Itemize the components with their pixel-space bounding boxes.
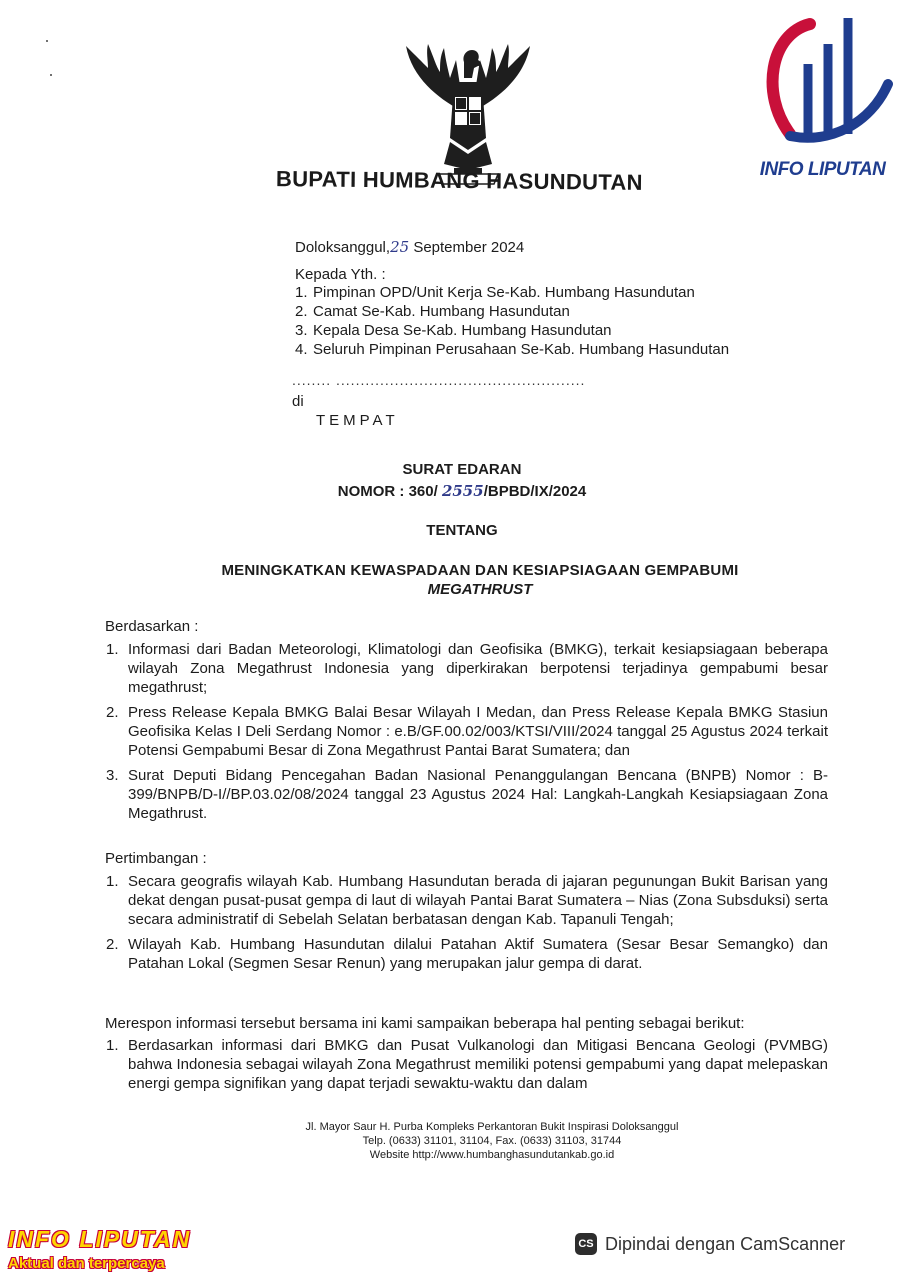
handwritten-number: 2555 (441, 482, 484, 500)
footer-address: Jl. Mayor Saur H. Purba Kompleks Perkantoran Bukit Inspirasi Doloksanggul (305, 1121, 679, 1133)
list-item: 1. Pimpinan OPD/Unit Kerja Se-Kab. Humbang Hasundutan (295, 284, 695, 301)
pertimbangan-list (106, 872, 828, 973)
scan-speck (50, 74, 52, 76)
camscanner-stamp (575, 1233, 845, 1255)
di-label: di (292, 393, 304, 410)
list-item: 2. Wilayah Kab. Humbang Hasundutan dilalui Patahan Aktif Sumatera (Sesar Besar Semangko) dan Patahan Lokal (Segmen Sesar Renun) yang merupakan jalur gempa di darat. (106, 936, 828, 972)
list-item: 2. Press Release Kepala BMKG Balai Besar Wilayah I Medan, dan Press Release Kepala BMKG Stasiun Geofisika Kelas I Deli Serdang Nomor : e.B/GF.00.02/003/KTSI/VIII/2024 tanggal 25 Agustus 2024 terkait Potensi Gempabumi Besar di Zona Megathrust Pantai Barat Sumatera; dan (106, 704, 828, 759)
dotted-line: ........ ................................................... (292, 372, 586, 388)
list-item: 1. Berdasarkan informasi dari BMKG dan Pusat Vulkanologi dan Mitigasi Bencana Geologi (PVMBG) bahwa Indonesia sebagai wilayah Zona Megathrust memiliki potensi gempabumi yang dapat melepaskan energi gempa signifikan yang dapat terjadi sewaktu-waktu dan dalam (106, 1037, 828, 1092)
camscanner-icon: CS (575, 1233, 597, 1255)
garuda-emblem-icon (398, 38, 538, 188)
berdasarkan-label: Berdasarkan : (105, 618, 199, 635)
berdasarkan-list (106, 640, 828, 823)
merespon-label: Merespon informasi tersebut bersama ini kami sampaikan beberapa hal penting sebagai berikut: (105, 1015, 745, 1032)
footer-website: Website http://www.humbanghasundutankab.go.id (369, 1149, 615, 1161)
scan-speck (46, 40, 48, 42)
footer-phone: Telp. (0633) 31101, 31104, Fax. (0633) 31103, 31744 (362, 1135, 622, 1147)
brand-logo-label: INFO LIPUTAN (759, 159, 886, 180)
handwritten-day: 25 (390, 238, 410, 256)
place: Doloksanggul, (295, 239, 391, 256)
tempat-label: TEMPAT (316, 412, 399, 429)
info-liputan-logo (750, 4, 895, 180)
watermark-tagline: Aktual dan terpercaya (8, 1255, 165, 1272)
circular-number: NOMOR : 360/ 2555/BPBD/IX/2024 (337, 482, 587, 500)
place-date (295, 238, 524, 256)
circular-title: SURAT EDARAN (402, 461, 522, 478)
info-liputan-logo-icon (750, 4, 895, 154)
subject-line-1: MENINGKATKAN KEWASPADAAN DAN KESIAPSIAGAAN GEMPABUMI (221, 562, 739, 579)
list-item: 1. Informasi dari Badan Meteorologi, Klimatologi dan Geofisika (BMKG), terkait kesiapsiagaan beberapa wilayah Zona Megathrust Indonesia yang diperkirakan berpotensi terjadinya gempabumi besar megathrust; (106, 641, 828, 696)
list-item: 2. Camat Se-Kab. Humbang Hasundutan (295, 303, 570, 320)
recipient-list (295, 283, 729, 359)
list-item: 3. Surat Deputi Bidang Pencegahan Badan Nasional Penanggulangan Bencana (BNPB) Nomor : B-399/BNPB/D-I//BP.03.02/08/2024 tanggal 23 Agustus 2024 Hal: Langkah-Langkah Kesiapsiagaan Zona Megathrust. (106, 767, 828, 822)
list-item: 4. Seluruh Pimpinan Perusahaan Se-Kab. Humbang Hasundutan (295, 341, 730, 358)
recipient-label: Kepada Yth. : (295, 266, 386, 283)
camscanner-text: Dipindai dengan CamScanner (605, 1233, 846, 1254)
watermark-title: INFO LIPUTAN (8, 1226, 192, 1252)
tentang-heading: TENTANG (426, 522, 498, 539)
letter-footer (0, 1120, 904, 1162)
list-item: 3. Kepala Desa Se-Kab. Humbang Hasundutan (295, 322, 612, 339)
pertimbangan-label: Pertimbangan : (105, 850, 207, 867)
date-rest: September 2024 (409, 239, 525, 256)
merespon-list (106, 1036, 828, 1093)
letterhead-title: BUPATI HUMBANG HASUNDUTAN (275, 166, 643, 195)
list-item: 1. Secara geografis wilayah Kab. Humbang Hasundutan berada di jajaran pegunungan Bukit Barisan yang dekat dengan pusat-pusat gempa di laut di wilayah Pantai Barat Sumatera – Nias (Zona Subsduksi) serta secara administratif di Sebelah Selatan berbatasan dengan Kab. Tapanuli Tengah; (106, 873, 828, 928)
subject-line-2: MEGATHRUST (427, 581, 533, 598)
